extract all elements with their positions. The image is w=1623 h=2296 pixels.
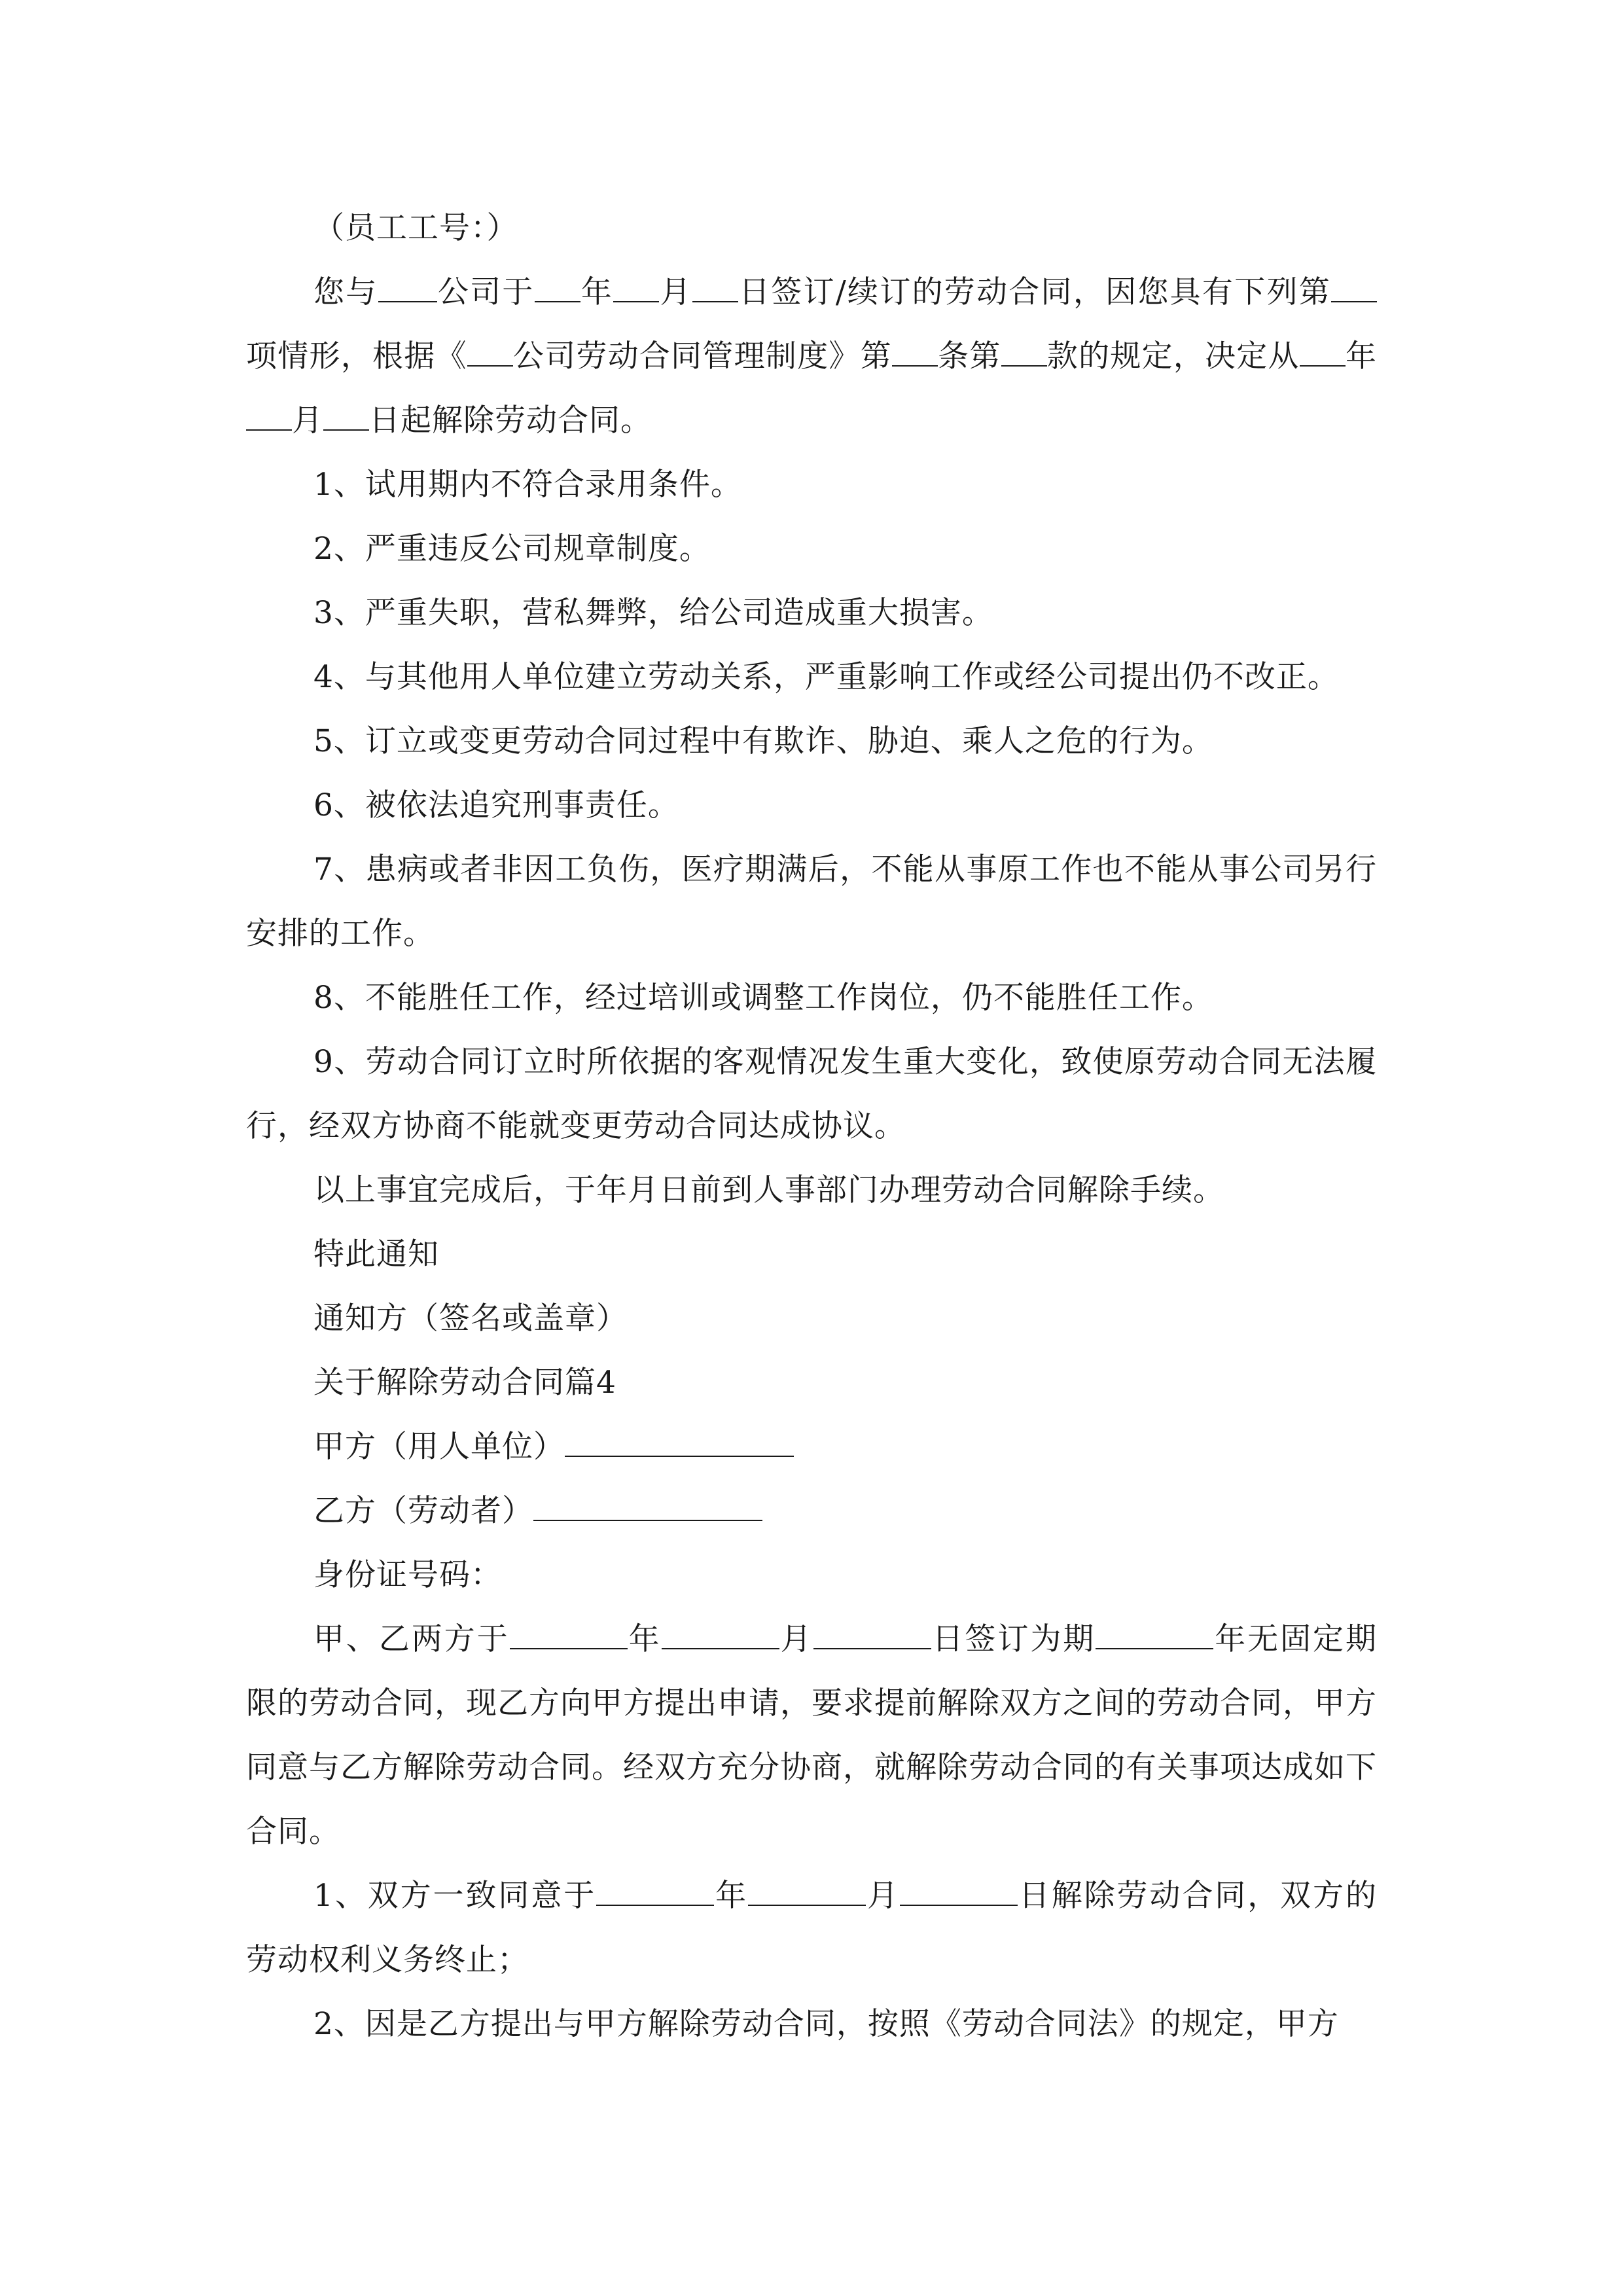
effective-day-blank[interactable] [323,402,369,431]
party-a-label: 甲方（用人单位） [313,1429,565,1465]
clause-text: 1、双方一致同意于 [313,1878,597,1914]
clause-text: 年 [714,1878,749,1914]
item-number-blank[interactable] [1331,274,1377,302]
party-b-blank[interactable] [533,1492,762,1521]
agreement-text: 年 [627,1621,662,1657]
notice-text: 月 [659,274,692,310]
notice-text: 日起解除劳动合同。 [369,403,652,439]
clause-blank[interactable] [1001,338,1047,367]
clause-text: 日解除劳动合同，双方的劳动权利义务终止； [246,1878,1378,1978]
party-a-line [246,1415,1377,1479]
notice-text: 月 [292,403,323,439]
situation-item: 6、被依法追究刑事责任。 [313,787,679,823]
situation-item: 4、与其他用人单位建立劳动关系，严重影响工作或经公司提出仍不改正。 [313,659,1339,695]
sign-day-blank[interactable] [813,1621,931,1649]
notice-text: 款的规定，决定从 [1046,338,1300,374]
party-b-label: 乙方（劳动者） [313,1493,533,1529]
company-name-blank[interactable] [467,338,513,367]
situation-item: 2、严重违反公司规章制度。 [313,531,711,567]
party-a-blank[interactable] [565,1428,794,1457]
situation-item: 1、试用期内不符合录用条件。 [313,467,742,503]
notice-text: 公司劳动合同管理制度》第 [512,338,892,374]
term-years-blank[interactable] [1096,1621,1213,1649]
notice-text: 年 [580,274,614,310]
agreement-text: 甲、乙两方于 [313,1621,510,1657]
termination-month-blank[interactable] [748,1877,866,1906]
month-blank[interactable] [613,274,659,302]
notice-text: 条第 [937,338,1001,374]
situation-item: 3、严重失职，营私舞弊，给公司造成重大损害。 [313,595,993,631]
company-blank[interactable] [378,274,437,302]
notice-text: 日签订/续订的劳动合同，因您具有下列第 [738,274,1332,310]
year-blank[interactable] [535,274,580,302]
agreement-text: 月 [779,1621,813,1657]
agreement-text: 日签订为期 [931,1621,1096,1657]
sign-month-blank[interactable] [662,1621,779,1649]
situation-item: 9、劳动合同订立时所依据的客观情况发生重大变化，致使原劳动合同无法履行，经双方协商不能就变更劳动合同达成协议。 [246,1044,1377,1144]
sign-year-blank[interactable] [510,1621,628,1649]
procedure-line: 以上事宜完成后，于年月日前到人事部门办理劳动合同解除手续。 [313,1172,1224,1208]
clause-2: 2、因是乙方提出与甲方解除劳动合同，按照《劳动合同法》的规定，甲方 [313,2006,1339,2042]
notifier-line: 通知方（签名或盖章） [313,1300,628,1336]
effective-year-blank[interactable] [1300,338,1346,367]
document-body [246,196,1377,2056]
employee-id-line: （员工工号：） [313,210,518,246]
clause-text: 月 [866,1878,900,1914]
day-blank[interactable] [692,274,738,302]
notice-text: 年 [1345,338,1378,374]
situation-item: 5、订立或变更劳动合同过程中有欺诈、胁迫、乘人之危的行为。 [313,723,1213,759]
notice-text: 项情形，根据《 [246,338,467,374]
situation-item: 8、不能胜任工作，经过培训或调整工作岗位，仍不能胜任工作。 [313,980,1213,1016]
effective-month-blank[interactable] [246,402,292,431]
termination-year-blank[interactable] [596,1877,714,1906]
article-blank[interactable] [892,338,938,367]
agreement-paragraph [246,1607,1377,1864]
agreement-text: 年无固定期限的劳动合同，现乙方向甲方提出申请，要求提前解除双方之间的劳动合同，甲方同意与乙方解除劳动合同。经双方充分协商，就解除劳动合同的有关事项达成如下合同。 [246,1621,1378,1850]
notice-text: 您与 [313,274,378,310]
clause-1 [246,1864,1377,1992]
section-title: 关于解除劳动合同篇4 [313,1365,616,1401]
termination-day-blank[interactable] [900,1877,1018,1906]
notice-close: 特此通知 [313,1236,439,1272]
notice-text: 公司于 [437,274,535,310]
situation-item: 7、患病或者非因工负伤，医疗期满后，不能从事原工作也不能从事公司另行安排的工作。 [246,852,1377,952]
notice-paragraph [246,260,1377,453]
id-number-line: 身份证号码： [313,1557,502,1593]
party-b-line [246,1479,1377,1543]
